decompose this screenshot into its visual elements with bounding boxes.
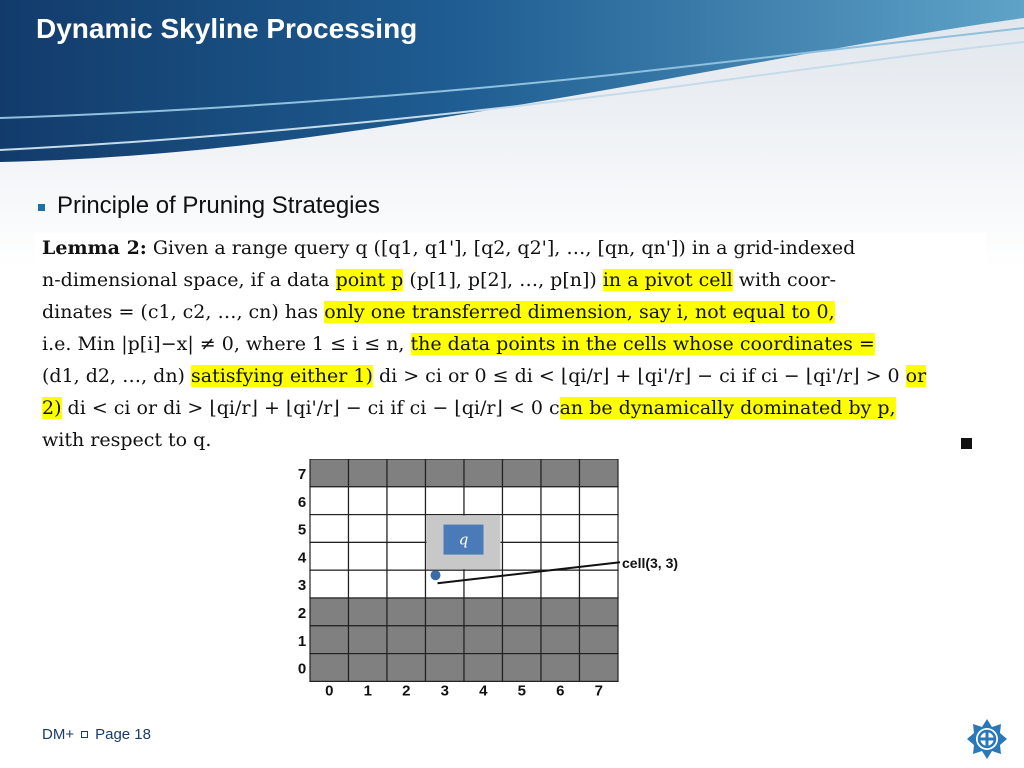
grid-cell	[349, 487, 388, 515]
qed-square-icon	[961, 438, 972, 449]
column-label: 5	[517, 682, 526, 699]
grid-cell	[541, 515, 580, 543]
lemma-line-5	[42, 365, 926, 387]
grid-cell	[349, 598, 388, 626]
row-label: 1	[297, 632, 307, 650]
grid-cell	[580, 459, 619, 487]
grid-cell	[541, 598, 580, 626]
lemma-text-block	[35, 233, 986, 461]
grid-cell	[310, 654, 349, 682]
footer	[42, 726, 151, 743]
grid-cell	[464, 626, 503, 654]
lemma-line-3-text: dinates = (c1, c2, …, cn) has	[42, 301, 325, 323]
grid-cell	[349, 654, 388, 682]
row-label: 3	[297, 577, 307, 595]
bullet-square-icon	[38, 204, 45, 211]
lemma-line-5-text-b: di > ci or 0 ≤ di < ⌊qi/r⌋ + ⌊qi'/r⌋ − ci if ci − ⌊qi'/r⌋ > 0	[372, 365, 906, 387]
grid-cell	[541, 459, 580, 487]
lemma-line-6-text: di < ci or di > ⌊qi/r⌋ + ⌊qi'/r⌋ − ci if ci − ⌊qi/r⌋ < 0 c	[61, 397, 560, 419]
grid-cell	[464, 459, 503, 487]
grid-cell	[426, 487, 465, 515]
grid-cell	[349, 570, 388, 598]
grid-cell	[387, 570, 426, 598]
row-label: 6	[297, 493, 307, 511]
grid-cell	[503, 542, 542, 570]
column-label: 7	[594, 682, 603, 699]
grid-cell	[387, 654, 426, 682]
grid-cell	[580, 598, 619, 626]
grid-cell	[387, 542, 426, 570]
lemma-label: Lemma 2:	[42, 237, 147, 259]
column-label: 1	[363, 682, 372, 699]
grid-cell	[503, 654, 542, 682]
slide-title: Dynamic Skyline Processing	[36, 13, 418, 44]
lemma-line-1	[42, 237, 855, 259]
grid-cell	[310, 459, 349, 487]
grid-cell	[310, 487, 349, 515]
grid-cell	[310, 570, 349, 598]
grid-cell	[426, 598, 465, 626]
lemma-line-2-text-a: n-dimensional space, if a data	[42, 269, 336, 291]
footer-separator-icon	[81, 731, 88, 738]
grid-cell	[503, 459, 542, 487]
grid-cell	[349, 542, 388, 570]
grid-cell	[464, 598, 503, 626]
lemma-highlight-transferred-dimension: only one transferred dimension, say i, not equal to 0,	[324, 301, 835, 323]
lemma-line-1-text: Given a range query q ([q1, q1'], [q2, q2'], …, [qn, qn']) in a grid-indexed	[146, 237, 856, 259]
footer-label: DM+	[42, 726, 75, 743]
bullet-item	[38, 192, 380, 220]
grid-cell	[464, 654, 503, 682]
grid-cell	[310, 515, 349, 543]
grid-cell	[541, 626, 580, 654]
row-label: 0	[297, 660, 307, 678]
grid-cell	[310, 626, 349, 654]
column-label: 6	[556, 682, 565, 699]
row-label: 7	[297, 466, 307, 483]
lemma-line-2	[42, 269, 836, 291]
column-label: 2	[402, 682, 411, 699]
grid-cell	[580, 515, 619, 543]
lemma-line-6	[42, 397, 896, 419]
grid-cell	[310, 598, 349, 626]
lemma-line-5-text-a: (d1, d2, …, dn)	[42, 365, 192, 387]
lemma-highlight-or: or	[905, 365, 927, 387]
grid-figure	[290, 459, 710, 699]
row-label: 2	[297, 605, 307, 622]
lemma-line-4	[42, 333, 875, 355]
grid-cell	[503, 487, 542, 515]
grid-cell	[387, 598, 426, 626]
grid-cell	[503, 626, 542, 654]
grid-cell	[580, 570, 619, 598]
lemma-highlight-point: point p	[335, 269, 404, 291]
column-label: 4	[479, 682, 488, 699]
lemma-line-3	[42, 301, 835, 323]
grid-cell	[580, 487, 619, 515]
column-label: 0	[325, 682, 334, 699]
lemma-line-7	[42, 429, 211, 451]
cell-label: cell(3, 3)	[622, 555, 679, 572]
row-label: 4	[297, 549, 307, 567]
grid-diagram	[290, 459, 710, 699]
lemma-highlight-satisfying: satisfying either 1)	[191, 365, 373, 387]
grid-cell	[387, 515, 426, 543]
grid-cell	[541, 542, 580, 570]
query-label: q	[458, 530, 469, 549]
page-number: Page 18	[95, 726, 151, 743]
grid-cell	[541, 487, 580, 515]
grid-cell	[503, 598, 542, 626]
grid-cell	[310, 542, 349, 570]
grid-cell	[541, 570, 580, 598]
lemma-line-7-text: with respect to q.	[42, 429, 212, 451]
lemma-highlight-data-points: the data points in the cells whose coordinates =	[410, 333, 875, 355]
grid-cell	[503, 515, 542, 543]
row-label: 5	[297, 521, 307, 539]
grid-cell	[580, 626, 619, 654]
lemma-highlight-two: 2)	[42, 397, 62, 419]
lemma-line-2-text-b: (p[1], p[2], …, p[n])	[403, 269, 603, 291]
lemma-highlight-dominated: an be dynamically dominated by p,	[559, 397, 896, 419]
grid-cell	[426, 459, 465, 487]
grid-cell	[349, 459, 388, 487]
lemma-line-4-text: i.e. Min |p[i]−x| ≠ 0, where 1 ≤ i ≤ n,	[42, 333, 411, 355]
grid-cell	[349, 626, 388, 654]
grid-cell	[387, 459, 426, 487]
grid-cell	[580, 654, 619, 682]
bullet-text: Principle of Pruning Strategies	[57, 192, 380, 219]
lemma-line-2-text-c: with coor-	[732, 269, 837, 291]
grid-cell	[387, 487, 426, 515]
data-point-p	[431, 570, 441, 580]
grid-cell	[349, 515, 388, 543]
lemma-highlight-pivot-cell: in a pivot cell	[602, 269, 733, 291]
grid-cell	[387, 626, 426, 654]
grid-cell	[426, 654, 465, 682]
university-logo-icon	[966, 718, 1008, 760]
grid-cell	[541, 654, 580, 682]
grid-cell	[426, 626, 465, 654]
grid-cell	[464, 570, 503, 598]
grid-cell	[464, 487, 503, 515]
column-label: 3	[440, 682, 449, 699]
